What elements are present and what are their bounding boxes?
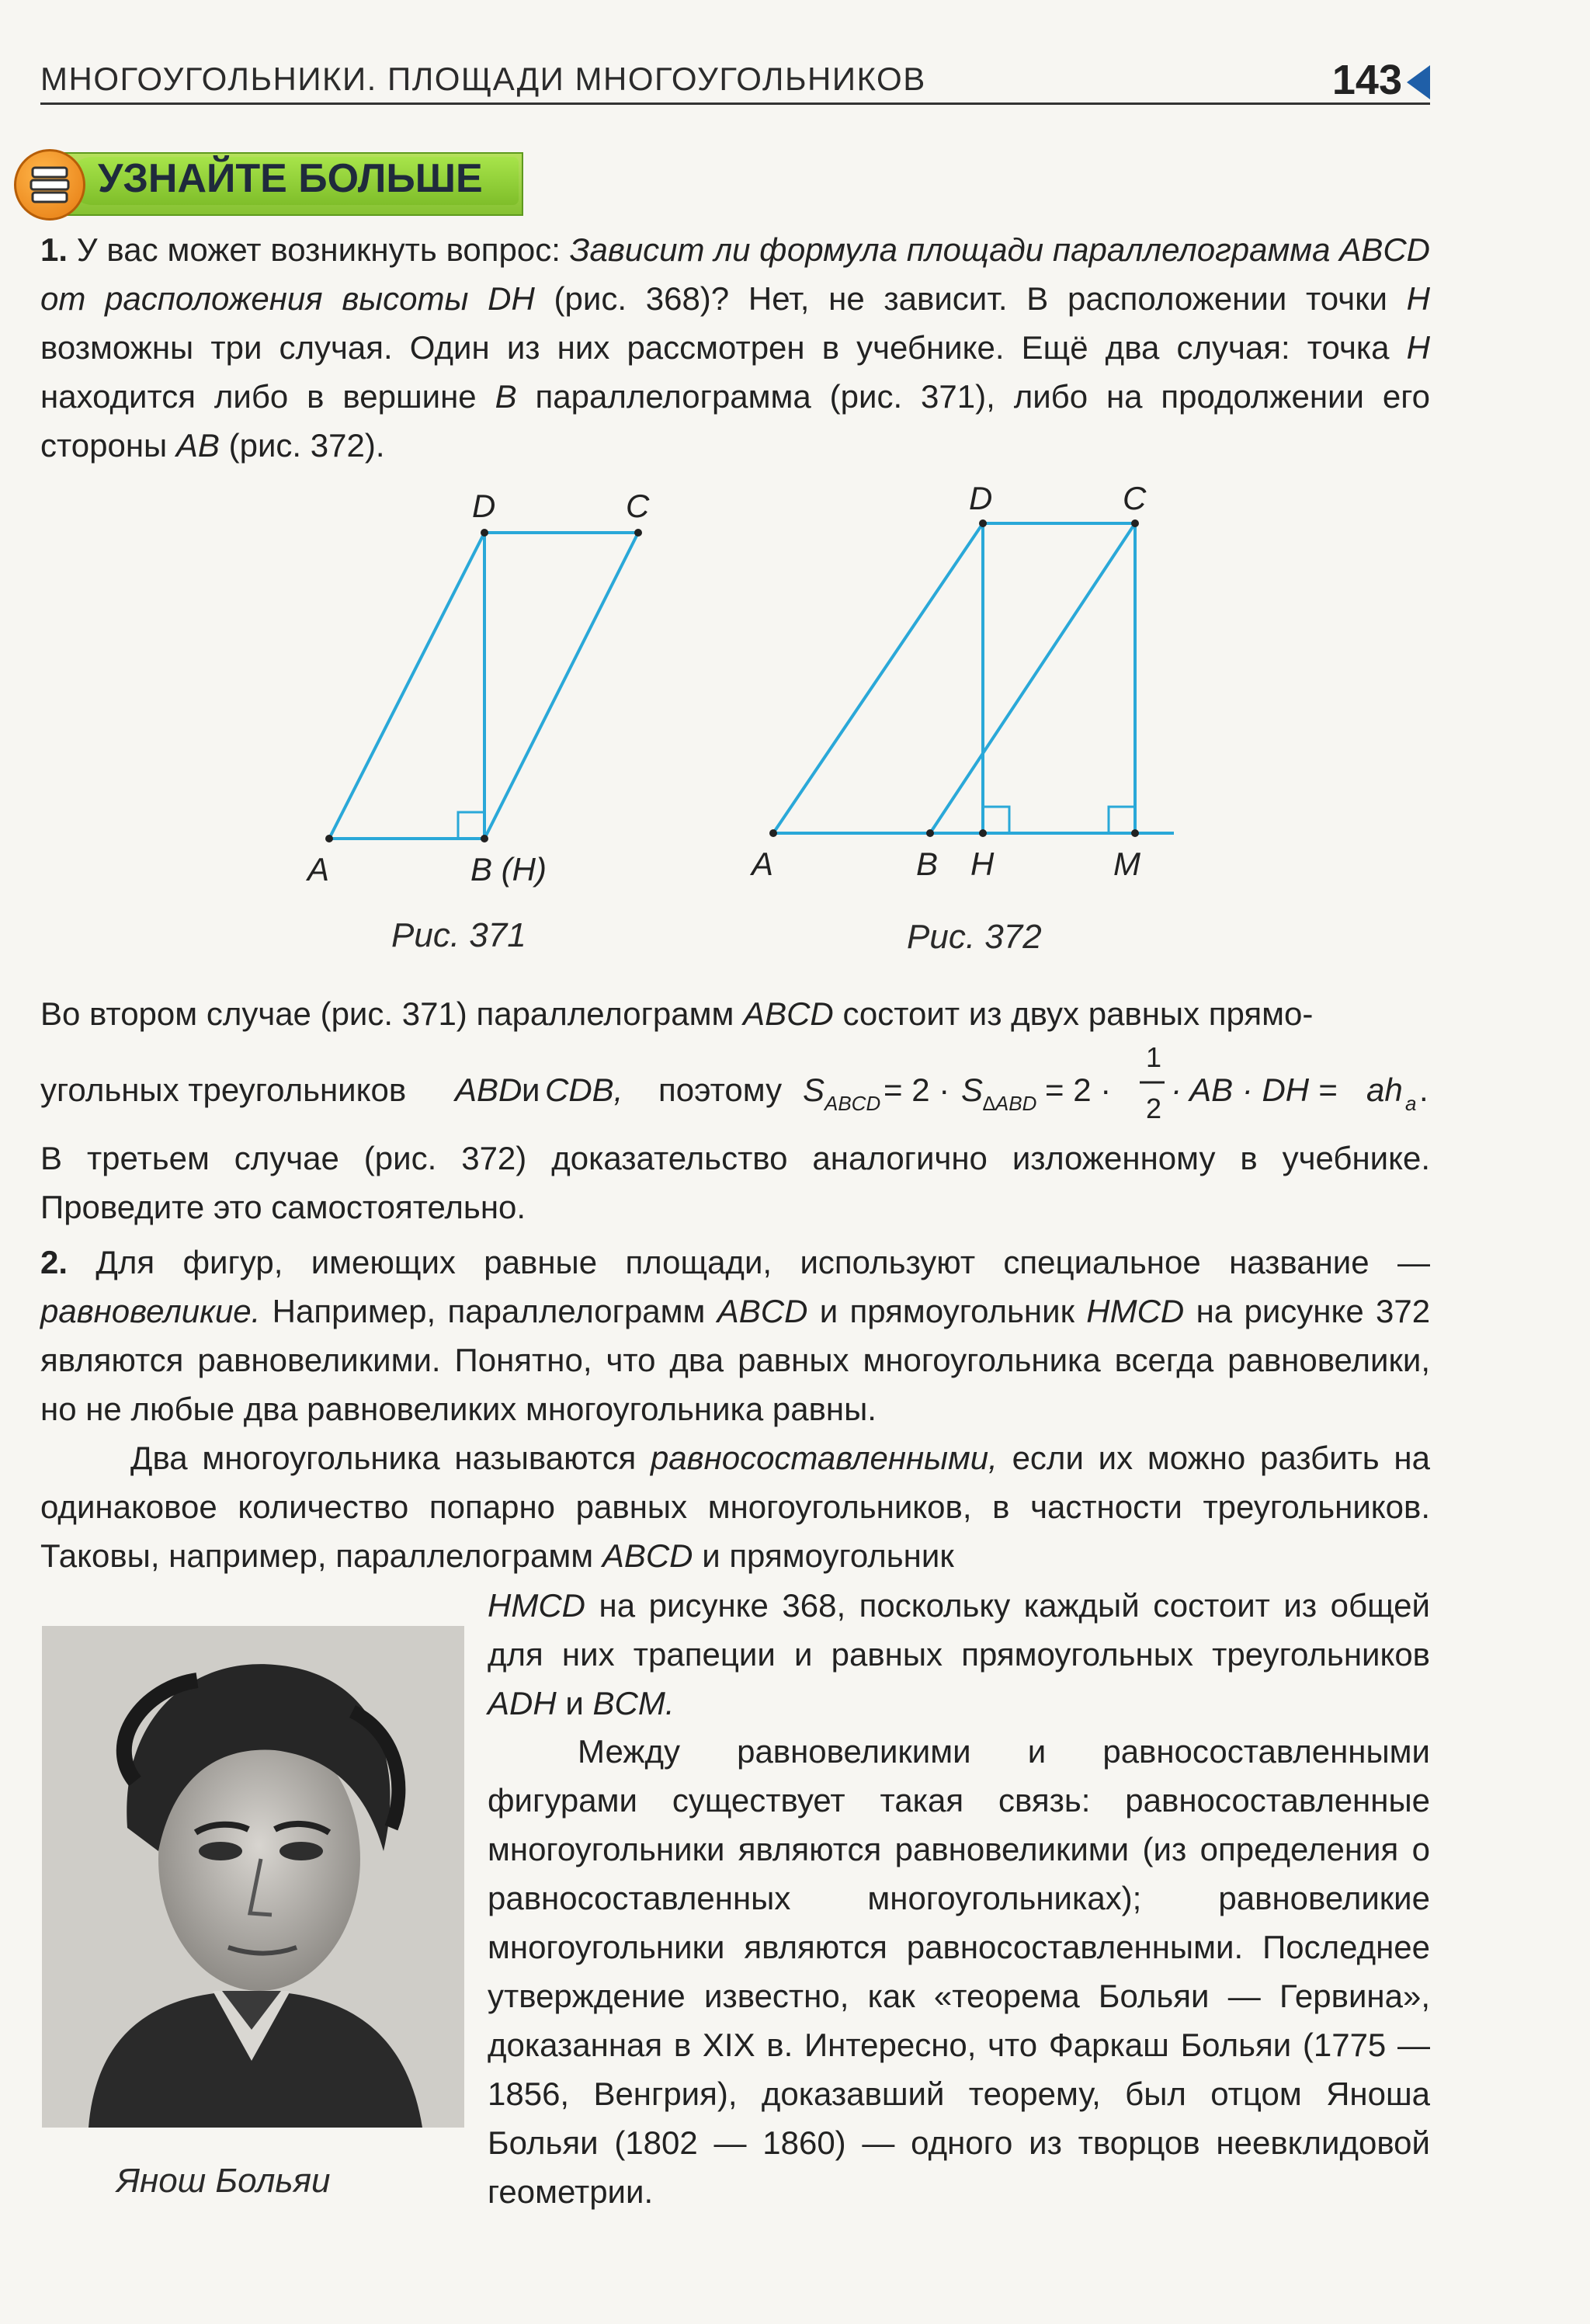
- banner-label: УЗНАЙТЕ БОЛЬШЕ: [98, 156, 483, 201]
- label-371-b: B (H): [470, 851, 547, 888]
- point-b: B: [495, 378, 517, 415]
- label-371-c: C: [626, 488, 650, 524]
- caption-fig-372: Рис. 372: [907, 918, 1042, 956]
- right-angle-mark-371: [458, 812, 484, 839]
- side-bc-372: [930, 523, 1135, 833]
- equicomposed-text-2: если их можно разбить на одинаковое количество попарно равных многоугольников, в частности треугольников. Таковы, например, параллелограмм: [40, 1440, 1430, 1574]
- formula-ah: ah: [1366, 1072, 1403, 1108]
- section-2-text-3: и прямоугольник: [819, 1293, 1074, 1329]
- section-1-number: 1.: [40, 231, 68, 268]
- case-2-and: и: [522, 1072, 540, 1108]
- equicomposed-and: и: [565, 1685, 584, 1721]
- section-1-rest: возможны три случая. Один из них рассмотрен в учебнике. Ещё два случая: точка: [40, 329, 1390, 366]
- label-372-a: A: [752, 846, 774, 882]
- case-2-cdb: CDB,: [545, 1072, 623, 1108]
- portrait-janos-bolyai: [42, 1626, 464, 2128]
- case-2-text-3: угольных треугольников: [40, 1072, 407, 1108]
- label-372-b: B: [916, 846, 939, 882]
- section-1-lead: У вас может возникнуть вопрос:: [76, 231, 561, 268]
- area-symbol-s-2: S: [961, 1072, 984, 1108]
- section-2-text-2: Например, параллелограмм: [272, 1293, 706, 1329]
- equicomposed-abcd: ABCD: [602, 1537, 693, 1574]
- triangle-adh: ADH: [488, 1685, 557, 1721]
- case-2-text-4: поэтому: [658, 1072, 783, 1108]
- chapter-title: МНОГОУГОЛЬНИКИ. ПЛОЩАДИ МНОГОУГОЛЬНИКОВ: [40, 61, 926, 97]
- section-1-rest-3: параллелограмма (рис. 371), либо на продолжении его стороны: [40, 378, 1430, 464]
- label-372-d: D: [969, 480, 993, 516]
- sub-abd: ∆ABD: [983, 1092, 1037, 1115]
- section-2-text-1: Для фигур, имеющих равные площади, используют специальное название —: [95, 1244, 1430, 1280]
- point-h-2: H: [1406, 329, 1430, 366]
- term-equal-area: равновеликие.: [40, 1293, 261, 1329]
- label-371-a: A: [307, 851, 330, 888]
- label-371-d: D: [472, 488, 496, 524]
- formula-dot: .: [1419, 1072, 1429, 1108]
- formula-eq-3: · AB · DH =: [1171, 1072, 1338, 1108]
- fraction-denominator: 2: [1146, 1093, 1162, 1124]
- label-372-c: C: [1123, 480, 1147, 516]
- case-2-text-1: Во втором случае (рис. 371) параллелограмм: [40, 995, 734, 1032]
- label-372-m: M: [1113, 846, 1140, 882]
- figures-area: [0, 0, 1590, 978]
- section-1-ref: (рис. 368)? Нет, не зависит. В расположении точки: [554, 280, 1387, 317]
- area-symbol-s: S: [803, 1072, 825, 1108]
- case-2-text-2: состоит из двух равных прямо-: [842, 995, 1314, 1032]
- fraction-numerator: 1: [1146, 1041, 1162, 1073]
- formula-eq-1: = 2 ·: [884, 1072, 950, 1108]
- equicomposed-hmcd: HMCD: [488, 1587, 585, 1624]
- case-2-abcd: ABCD: [743, 995, 834, 1032]
- case-3-paragraph: В третьем случае (рис. 372) доказательство аналогично изложенному в учебнике. Проведите это самостоятельно.: [40, 1140, 1430, 1225]
- section-2-abcd: ABCD: [717, 1293, 808, 1329]
- svg-text:угольных треугольников: [40, 1072, 406, 1108]
- case-2-line-1: [40, 989, 1430, 1038]
- caption-fig-371: Рис. 371: [391, 916, 526, 954]
- section-1-question: Зависит ли формула площади параллелограмма ABCD от расположения высоты DH: [40, 231, 1431, 317]
- section-1-rest-4: (рис. 372).: [228, 427, 385, 464]
- equicomposed-text-4: на рисунке 368, поскольку каждый состоит из общей для них трапеции и равных прямоугольных треугольников: [488, 1587, 1430, 1673]
- sub-a: a: [1405, 1092, 1417, 1115]
- section-1-rest-2: находится либо в вершине: [40, 378, 477, 415]
- section-2-number: 2.: [40, 1244, 68, 1280]
- page-number: 143: [1331, 57, 1402, 103]
- right-angle-mark-m: [1109, 807, 1135, 833]
- label-372-h: H: [970, 846, 995, 882]
- triangle-bcm: BCM.: [592, 1685, 675, 1721]
- term-equicomposed: равносоставленными,: [650, 1440, 998, 1476]
- relation-paragraph: Между равновеликими и равносоставленными фигурами существует такая связь: равносоставленные многоугольники являются равновеликими (из определения о равносоставленных многоугольниках); равновеликие многоугольники являются равносоставленными. Последнее утверждение известно, как «теорема Больяи — Гервина», доказанная в XIX в. Интересно, что Фаркаш Больяи (1775 — 1856, Венгрия), доказавший теорему, был отцом Яноша Больяи (1802 — 1860) — одного из творцов неевклидовой геометрии.: [488, 1733, 1430, 2210]
- portrait-caption: Янош Больяи: [116, 2162, 331, 2200]
- right-angle-mark-h: [983, 807, 1009, 833]
- section-2-text-4: на рисунке 372 являются равновеликими. Понятно, что два равных многоугольника всегда равновелики, но не любые два равновеликих многоугольника равны.: [40, 1293, 1431, 1427]
- point-h: H: [1406, 280, 1431, 317]
- equicomposed-paragraph-bottom: [488, 1581, 1430, 1728]
- formula-eq-2: = 2 ·: [1045, 1072, 1112, 1108]
- case-2-abd: ABD: [455, 1072, 522, 1108]
- side-ab: AB: [175, 427, 220, 464]
- side-ad-372: [773, 523, 983, 833]
- equicomposed-text-1: Два многоугольника называются: [130, 1440, 637, 1476]
- equicomposed-text-3: и прямоугольник: [702, 1537, 954, 1574]
- area-formula-line: [0, 1037, 1590, 1131]
- sub-abcd: ABCD: [825, 1092, 881, 1115]
- section-2: [40, 1238, 1430, 1433]
- equicomposed-paragraph-top: [40, 1433, 1430, 1580]
- section-2-hmcd: HMCD: [1086, 1293, 1185, 1329]
